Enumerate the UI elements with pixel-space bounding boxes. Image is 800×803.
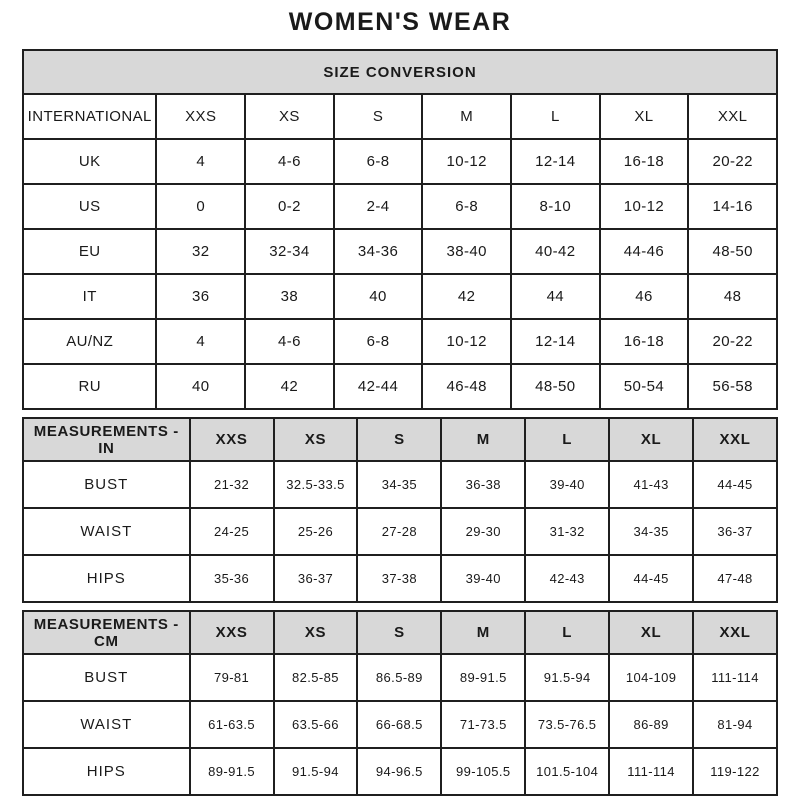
cell: 111-114 bbox=[609, 748, 693, 795]
measurements-cm-title: MEASUREMENTS - CM bbox=[23, 611, 190, 654]
size-conversion-table bbox=[22, 49, 778, 410]
cell: 89-91.5 bbox=[441, 654, 525, 701]
cell: 16-18 bbox=[600, 319, 689, 364]
cell: 44-46 bbox=[600, 229, 689, 274]
cell: 71-73.5 bbox=[441, 701, 525, 748]
cell: 42-44 bbox=[334, 364, 423, 409]
cell: 29-30 bbox=[441, 508, 525, 555]
table-header-band bbox=[23, 50, 777, 94]
table-header-row bbox=[23, 611, 777, 654]
column-header: M bbox=[441, 418, 525, 461]
cell: 42 bbox=[422, 274, 511, 319]
cell: 14-16 bbox=[688, 184, 777, 229]
cell: 8-10 bbox=[511, 184, 600, 229]
cell: 12-14 bbox=[511, 319, 600, 364]
measurements-in-table bbox=[22, 417, 778, 603]
column-header: XL bbox=[600, 94, 689, 139]
cell: 36-37 bbox=[693, 508, 777, 555]
cell: 32-34 bbox=[245, 229, 334, 274]
table-row bbox=[23, 139, 777, 184]
cell: 40-42 bbox=[511, 229, 600, 274]
column-header: S bbox=[334, 94, 423, 139]
cell: 0-2 bbox=[245, 184, 334, 229]
row-label: UK bbox=[23, 139, 156, 184]
cell: 82.5-85 bbox=[274, 654, 358, 701]
row-label: HIPS bbox=[23, 555, 190, 602]
cell: 48-50 bbox=[511, 364, 600, 409]
cell: 38-40 bbox=[422, 229, 511, 274]
column-header: M bbox=[441, 611, 525, 654]
cell: 104-109 bbox=[609, 654, 693, 701]
table-row bbox=[23, 701, 777, 748]
row-label: HIPS bbox=[23, 748, 190, 795]
cell: 32.5-33.5 bbox=[274, 461, 358, 508]
cell: 39-40 bbox=[525, 461, 609, 508]
cell: 37-38 bbox=[357, 555, 441, 602]
column-header: XS bbox=[274, 611, 358, 654]
cell: 89-91.5 bbox=[190, 748, 274, 795]
cell: 4 bbox=[156, 139, 245, 184]
cell: 44-45 bbox=[609, 555, 693, 602]
row-label: EU bbox=[23, 229, 156, 274]
column-header: XS bbox=[274, 418, 358, 461]
cell: 35-36 bbox=[190, 555, 274, 602]
cell: 99-105.5 bbox=[441, 748, 525, 795]
table-row bbox=[23, 654, 777, 701]
row-label: BUST bbox=[23, 654, 190, 701]
cell: 34-35 bbox=[357, 461, 441, 508]
column-header: XXL bbox=[693, 418, 777, 461]
column-header: S bbox=[357, 611, 441, 654]
row-label: AU/NZ bbox=[23, 319, 156, 364]
column-header: L bbox=[525, 611, 609, 654]
cell: 36-37 bbox=[274, 555, 358, 602]
table-row bbox=[23, 508, 777, 555]
cell: 66-68.5 bbox=[357, 701, 441, 748]
cell: 47-48 bbox=[693, 555, 777, 602]
cell: 10-12 bbox=[600, 184, 689, 229]
cell: 111-114 bbox=[693, 654, 777, 701]
cell: 56-58 bbox=[688, 364, 777, 409]
cell: 42 bbox=[245, 364, 334, 409]
table-row bbox=[23, 229, 777, 274]
cell: 4-6 bbox=[245, 319, 334, 364]
cell: 4 bbox=[156, 319, 245, 364]
cell: 4-6 bbox=[245, 139, 334, 184]
cell: 46 bbox=[600, 274, 689, 319]
page-title: WOMEN'S WEAR bbox=[288, 8, 512, 36]
cell: 25-26 bbox=[274, 508, 358, 555]
cell: 41-43 bbox=[609, 461, 693, 508]
measurements-cm-table bbox=[22, 610, 778, 796]
column-header: XXS bbox=[156, 94, 245, 139]
cell: 21-32 bbox=[190, 461, 274, 508]
table-row bbox=[23, 94, 777, 139]
cell: 40 bbox=[156, 364, 245, 409]
cell: 44-45 bbox=[693, 461, 777, 508]
cell: 6-8 bbox=[334, 319, 423, 364]
cell: 73.5-76.5 bbox=[525, 701, 609, 748]
table-row bbox=[23, 364, 777, 409]
column-header: XXL bbox=[693, 611, 777, 654]
table-row bbox=[23, 461, 777, 508]
row-label: WAIST bbox=[23, 701, 190, 748]
cell: 91.5-94 bbox=[525, 654, 609, 701]
table-row bbox=[23, 748, 777, 795]
cell: 10-12 bbox=[422, 139, 511, 184]
cell: 40 bbox=[334, 274, 423, 319]
cell: 79-81 bbox=[190, 654, 274, 701]
row-label: INTERNATIONAL bbox=[23, 94, 156, 139]
cell: 34-36 bbox=[334, 229, 423, 274]
cell: 48 bbox=[688, 274, 777, 319]
cell: 12-14 bbox=[511, 139, 600, 184]
cell: 36 bbox=[156, 274, 245, 319]
size-conversion-title: SIZE CONVERSION bbox=[23, 50, 777, 94]
cell: 20-22 bbox=[688, 139, 777, 184]
cell: 34-35 bbox=[609, 508, 693, 555]
cell: 46-48 bbox=[422, 364, 511, 409]
row-label: BUST bbox=[23, 461, 190, 508]
cell: 27-28 bbox=[357, 508, 441, 555]
cell: 36-38 bbox=[441, 461, 525, 508]
table-row bbox=[23, 184, 777, 229]
cell: 119-122 bbox=[693, 748, 777, 795]
cell: 6-8 bbox=[422, 184, 511, 229]
column-header: L bbox=[525, 418, 609, 461]
cell: 20-22 bbox=[688, 319, 777, 364]
cell: 86-89 bbox=[609, 701, 693, 748]
measurements-in-title: MEASUREMENTS - IN bbox=[23, 418, 190, 461]
table-row bbox=[23, 319, 777, 364]
column-header: S bbox=[357, 418, 441, 461]
cell: 38 bbox=[245, 274, 334, 319]
row-label: US bbox=[23, 184, 156, 229]
cell: 6-8 bbox=[334, 139, 423, 184]
column-header: XL bbox=[609, 418, 693, 461]
table-header-row bbox=[23, 418, 777, 461]
cell: 10-12 bbox=[422, 319, 511, 364]
column-header: XXS bbox=[190, 418, 274, 461]
cell: 42-43 bbox=[525, 555, 609, 602]
column-header: XXL bbox=[688, 94, 777, 139]
table-row bbox=[23, 274, 777, 319]
cell: 101.5-104 bbox=[525, 748, 609, 795]
column-header: XL bbox=[609, 611, 693, 654]
cell: 24-25 bbox=[190, 508, 274, 555]
cell: 44 bbox=[511, 274, 600, 319]
cell: 0 bbox=[156, 184, 245, 229]
cell: 48-50 bbox=[688, 229, 777, 274]
cell: 86.5-89 bbox=[357, 654, 441, 701]
cell: 32 bbox=[156, 229, 245, 274]
cell: 50-54 bbox=[600, 364, 689, 409]
row-label: IT bbox=[23, 274, 156, 319]
cell: 91.5-94 bbox=[274, 748, 358, 795]
cell: 31-32 bbox=[525, 508, 609, 555]
row-label: RU bbox=[23, 364, 156, 409]
table-row bbox=[23, 555, 777, 602]
cell: 39-40 bbox=[441, 555, 525, 602]
column-header: XXS bbox=[190, 611, 274, 654]
cell: 94-96.5 bbox=[357, 748, 441, 795]
column-header: L bbox=[511, 94, 600, 139]
column-header: XS bbox=[245, 94, 334, 139]
cell: 81-94 bbox=[693, 701, 777, 748]
cell: 16-18 bbox=[600, 139, 689, 184]
cell: 63.5-66 bbox=[274, 701, 358, 748]
cell: 61-63.5 bbox=[190, 701, 274, 748]
row-label: WAIST bbox=[23, 508, 190, 555]
column-header: M bbox=[422, 94, 511, 139]
cell: 2-4 bbox=[334, 184, 423, 229]
